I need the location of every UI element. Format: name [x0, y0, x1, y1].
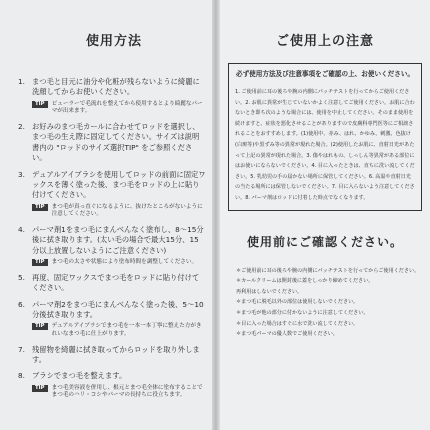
check-item: ＊まつ毛に脱毛以外の部位は使用しないでください。 [236, 299, 359, 306]
tip-badge: TIP [32, 385, 48, 392]
usage-step [18, 345, 206, 366]
usage-step [18, 300, 206, 339]
usage-step [18, 170, 206, 219]
notice-text: 1. ご使用前に耳の後ろや腕の内側にパッチテストを行ってからご使用ください。2. お肌に異常が生じていないかよく注意してご使用ください。お肌に合わないとき即ち次のような場合には、使用を中止してください。そのまま使用を続けますと、症状を悪化させることがありますので皮膚科専門医等にご相談されることをおすすめします。(1)使用中、赤み、はれ、かゆみ、刺激、色抜け(白斑等)や黒ずみ等の異常が現れた場合。(2)使用したお肌に、直射日光があたって上記の異常が現れた場合。3. 傷やはれもの、しっしん等異常がある部位にはお使いにならないでください。4. 目に入ったときは、直ちに洗い流してください。5. 乳幼児の手の届かない場所に保管してください。6. 高温や直射日光の当たる場所には保管しないでください。7. 目に入らないよう注意してください。8. パーマ剤はロッドに付着した時点でなくなります。 [235, 89, 415, 201]
tip-text: まつ毛美容液を併用し、根元とまつ毛全体に塗布することでまつ毛のハリ・コシやパーマの長持ちに役立ちます。 [51, 384, 203, 399]
step-number: 7. [18, 344, 25, 354]
usage-step [18, 273, 206, 294]
notice-heading: 必ず使用方法及び注意事項をご確認の上、お使いください。 [235, 70, 415, 78]
check-item: ＊まつ毛が他の部分に付かないように注意してください。 [236, 309, 369, 316]
check-item: ＊ご使用前に耳の後ろや腕の内側にパッチテストを行ってからご使用ください。 [236, 267, 420, 274]
step-number: 4. [18, 225, 25, 235]
step-number: 2. [18, 122, 25, 131]
check-title: 使用前にご確認ください。 [246, 234, 403, 249]
step-number: 6. [18, 299, 25, 309]
step-text: 再度、固定ワックスでまつ毛をロッドに貼り付けてください。 [32, 272, 200, 293]
tip-badge: TIP [32, 101, 48, 108]
step-text: まつ毛と目元に油分や化粧が残らないように綺麗に洗顔してからお使いください。 [32, 77, 200, 97]
usage-step [18, 225, 206, 267]
tip-text: まつ毛の太さや状態により塗布時間を調整してください。 [51, 259, 198, 266]
step-text: 残留物を綺麗に拭き取ってからロッドを取り外します。 [32, 344, 200, 365]
page-gutter [212, 0, 220, 430]
usage-step [18, 371, 206, 400]
step-body [32, 371, 206, 400]
notice-box [228, 63, 422, 211]
usage-steps [18, 77, 206, 400]
step-tip [32, 259, 206, 267]
usage-title: 使用方法 [86, 34, 143, 49]
tip-text: ビューラーで毛流れを整えてから使用するとより綺麗なパーマが出来ます。 [51, 100, 203, 115]
step-body [32, 122, 206, 164]
check-list [228, 266, 422, 340]
step-body [32, 300, 206, 339]
caution-title: ご使用上の注意 [275, 34, 374, 49]
usage-step [18, 122, 206, 164]
step-text: パーマ剤1をまつ毛にまんべんなく塗布し、8～15分後に拭き取ります。(太い毛の場合で最大15分、15分以上放置しないようにご注意ください) [32, 225, 204, 255]
step-tip [32, 204, 206, 219]
step-body [32, 345, 206, 366]
tip-badge: TIP [32, 204, 48, 211]
step-tip [32, 101, 206, 116]
step-body [32, 273, 206, 294]
step-text: デュアルアイブラシを使用してロッドの前面に固定ワックスを薄く塗った後、まつ毛をロッドの上に貼り付けてください。 [32, 169, 206, 200]
step-text: お好みのまつ毛カールに合わせてロッドを選択し、まつ毛の生え際に固定してください。サイズは説明書内の "ロッドのサイズ選択TIP" をご参照ください。 [32, 122, 200, 163]
tip-badge: TIP [32, 259, 48, 266]
step-text: ブラシでまつ毛を整えます。 [32, 371, 127, 381]
step-body [32, 77, 206, 116]
step-body [32, 170, 206, 219]
check-item: ＊まつ毛パーマの優人数でご使用ください。 [236, 331, 338, 338]
step-number: 8. [18, 371, 25, 381]
step-number: 5. [18, 272, 25, 282]
step-tip [32, 385, 206, 400]
caution-page [216, 0, 430, 430]
check-item: ＊目に入った場合はすぐに水で洗い流してください。 [236, 320, 359, 327]
step-text: パーマ剤2をまつ毛にまんべんなく塗った後、5～10分後拭き取ります。 [32, 299, 204, 320]
step-tip [32, 323, 206, 338]
step-number: 3. [18, 169, 25, 179]
tip-text: まつ毛が真っ直ぐになるように、抜けたところがないように注意してください。 [51, 203, 203, 218]
usage-step [18, 77, 206, 116]
check-item: 再利用はしないでください。 [236, 288, 303, 295]
tip-badge: TIP [32, 323, 48, 330]
check-item: ＊カールクリームは開封後に蓋をしっかり締めてください。 [236, 278, 374, 285]
step-number: 1. [18, 77, 25, 86]
tip-text: デュアルアイブラシでまつ毛を一本一本丁寧に整えた方がきれいなまつ毛に仕上がります。 [51, 323, 202, 338]
step-body [32, 225, 206, 267]
